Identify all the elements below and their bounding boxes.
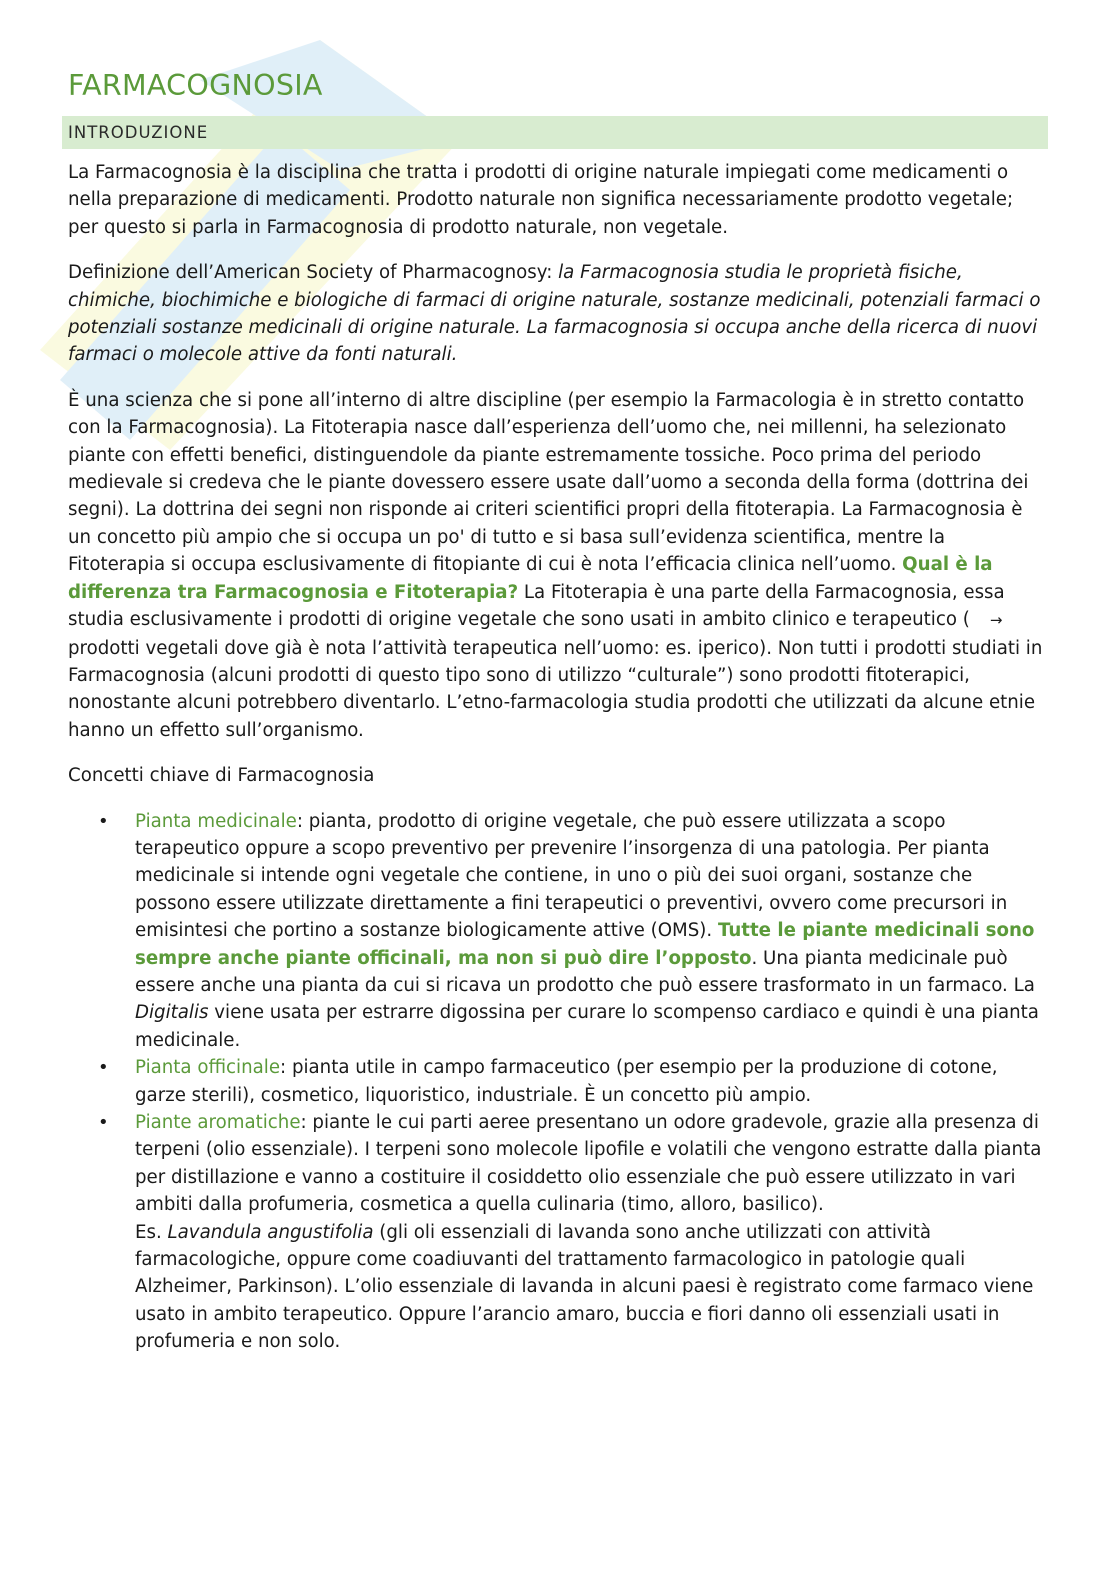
medicinale-text-1: : pianta, prodotto di origine vegetale, che può essere utilizzata a scopo terapeutico oppure a scopo preventivo per prevenire l’insorgenza di una patologia. Per pianta medicinale si intende ogni vegetale che contiene, in uno o più dei suoi organi, sostanze che possono essere utilizzate direttamente a fini terapeutici o preventivi, ovvero come precursori in emisintesi che portino a sostanze biologicamente attive (OMS). (135, 810, 1008, 942)
key-concepts-list (62, 808, 1048, 1356)
arrow-icon: → (989, 611, 1003, 630)
document-page (62, 62, 1048, 1356)
term-piante-aromatiche: Piante aromatiche (135, 1112, 301, 1133)
paragraph-intro: La Farmacognosia è la disciplina che tratta i prodotti di origine naturale impiegati come medicamenti o nella preparazione di medicamenti. Prodotto naturale non significa necessariamente prodotto vegetale; per questo si parla in Farmacognosia di prodotto naturale, non vegetale. (68, 162, 1014, 238)
section-heading-text: INTRODUZIONE (68, 123, 209, 142)
medicinale-highlight: Tutte le piante medicinali sono sempre anche piante officinali, ma non si può dire l’opposto (135, 920, 1035, 969)
discipline-text-3: prodotti vegetali dove già è nota l’attività terapeutica nell’uomo: es. iperico). Non tutti i prodotti studiati in Farmacognosia (alcuni prodotti di questo tipo sono di utilizzo “culturale”) sono prodotti fitoterapici, nonostante alcuni potrebbero diventarlo. L’etno-farmacologia studia prodotti che utilizzati da alcune etnie hanno un effetto sull’organismo. (68, 637, 1043, 741)
list-item-pianta-officinale (62, 1054, 1048, 1109)
lavandula-italic: Lavandula angustifolia (167, 1221, 374, 1243)
aromatiche-text: : piante le cui parti aeree presentano un odore gradevole, grazie alla presenza di terpeni (olio essenziale). I terpeni sono molecole lipofile e volatili che vengono estratte dalla pianta per distillazione e vanno a costituire il cosiddetto olio essenziale che può essere utilizzato in vari ambiti dalla profumeria, cosmetica a quella culinaria (timo, alloro, basilico). (135, 1112, 1042, 1216)
page-title: FARMACOGNOSIA (68, 69, 323, 102)
digitalis-italic: Digitalis (135, 1002, 209, 1024)
question-highlight: Qual è la differenza tra Farmacognosia e Fitoterapia? (68, 554, 993, 603)
list-item-piante-aromatiche (62, 1109, 1048, 1356)
bullet-icon: • (98, 810, 109, 832)
term-pianta-medicinale: Pianta medicinale (135, 810, 297, 832)
definition-quote: la Farmacognosia studia le proprietà fisiche, chimiche, biochimiche e biologiche di farmaci di origine naturale, sostanze medicinali, potenziali farmaci o potenziali sostanze medicinali di origine naturale. La farmacognosia si occupa anche della ricerca di nuovi farmaci o molecole attive da fonti naturali. (68, 262, 1041, 366)
medicinale-text-2: . Una pianta medicinale può essere anche una pianta da cui si ricava un prodotto che può essere trasformato in un farmaco. La (135, 947, 1035, 996)
example-prefix: Es. (135, 1221, 168, 1243)
officinale-text: : pianta utile in campo farmaceutico (per esempio per la produzione di cotone, garze sterili), cosmetico, liquoristico, industriale. È un concetto più ampio. (135, 1057, 998, 1106)
definition-lead: Definizione dell’American Society of Pharmacognosy: (68, 262, 559, 284)
list-item-pianta-medicinale (62, 808, 1048, 1055)
discipline-text-1: È una scienza che si pone all’interno di altre discipline (per esempio la Farmacologia è in stretto contatto con la Farmacognosia). La Fitoterapia nasce dall’esperienza dell’uomo che, nei millenni, ha selezionato piante con effetti benefici, distinguendole da piante estremamente tossiche. Poco prima del periodo medievale si credeva che le piante dovessero essere usate dall’uomo a seconda della forma (dottrina dei segni). La dottrina dei segni non risponde ai criteri scientifici propri della fitoterapia. La Farmacognosia è un concetto più ampio che si occupa un po' di tutto e si basa sull’evidenza scientifica, mentre la Fitoterapia si occupa esclusivamente di fitopiante di cui è nota l’efficacia clinica nell’uomo. (68, 389, 1029, 576)
paragraph-discipline (68, 387, 1048, 744)
bullet-icon: • (98, 1112, 109, 1133)
bullet-icon: • (98, 1057, 109, 1079)
example-text: (gli oli essenziali di lavanda sono anche utilizzati con attività farmacologiche, oppure come coadiuvanti del trattamento farmacologico in patologie quali Alzheimer, Parkinson). L’olio essenziale di lavanda in alcuni paesi è registrato come farmaco viene usato in ambito terapeutico. Oppure l’arancio amaro, buccia e fiori danno oli essenziali usati in profumeria e non solo. (135, 1221, 1034, 1353)
paragraph-definition (68, 259, 1048, 369)
paragraph-key-concepts: Concetti chiave di Farmacognosia (68, 765, 375, 787)
medicinale-text-3: viene usata per estrarre digossina per curare lo scompenso cardiaco e quindi è una pianta medicinale. (135, 1002, 1039, 1051)
term-pianta-officinale: Pianta officinale (135, 1057, 281, 1079)
discipline-text-2: La Fitoterapia è una parte della Farmacognosia, essa studia esclusivamente i prodotti di origine vegetale che sono usati in ambito clinico e terapeutico ( (68, 581, 1005, 631)
section-heading (62, 116, 1048, 149)
